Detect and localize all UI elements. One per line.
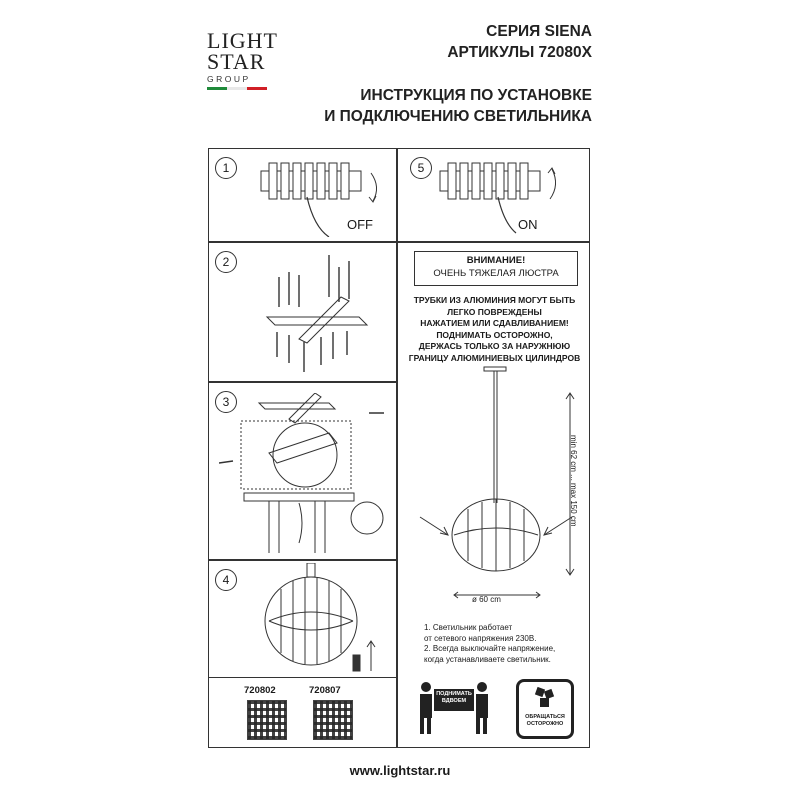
step-1-panel (208, 148, 397, 242)
step-number: 5 (410, 157, 432, 179)
warning-line: ТРУБКИ ИЗ АЛЮМИНИЯ МОГУТ БЫТЬ (413, 295, 576, 305)
warning-line: ЛЕГКО ПОВРЕЖДЕНЫ (447, 306, 542, 317)
product-code: 720807 (309, 685, 341, 696)
chandelier-ball-icon (259, 563, 389, 675)
warning-line: ГРАНИЦУ АЛЮМИНИЕВЫХ ЦИЛИНДРОВ (408, 352, 581, 363)
title-line-2: И ПОДКЛЮЧЕНИЮ СВЕТИЛЬНИКА (324, 108, 592, 125)
step-4-panel (208, 560, 397, 678)
article-numbers: АРТИКУЛЫ 72080Х (447, 44, 592, 61)
step-number: 2 (215, 251, 237, 273)
care-label: ОСТОРОЖНО (526, 721, 564, 727)
chandelier-diagram (398, 363, 591, 603)
step-number: 1 (215, 157, 237, 179)
note-line: от сетевого напряжения 230В. (424, 633, 537, 643)
step-number: 3 (215, 391, 237, 413)
title-line-1: ИНСТРУКЦИЯ ПО УСТАНОВКЕ (360, 87, 592, 104)
italian-flag-icon (207, 87, 267, 90)
qr-code-icon[interactable] (313, 700, 353, 740)
note-line: 1. Светильник работает (424, 623, 513, 632)
codes-panel (208, 678, 397, 748)
product-code: 720802 (244, 685, 276, 696)
wiring-diagram (219, 393, 394, 558)
power-state-label: OFF (347, 217, 373, 232)
warning-line: ПОДНИМАТЬ ОСТОРОЖНО, (436, 329, 553, 340)
note-line: когда устанавливаете светильник. (424, 654, 551, 664)
power-state-label: ON (518, 217, 538, 232)
warning-title: ВНИМАНИЕ! (466, 255, 526, 266)
mounting-bracket-diagram (249, 247, 389, 379)
warning-subtitle: ОЧЕНЬ ТЯЖЕЛАЯ ЛЮСТРА (433, 268, 559, 279)
step-number: 4 (215, 569, 237, 591)
handle-with-care-icon (516, 679, 574, 739)
warning-line: НАЖАТИЕМ ИЛИ СДАВЛИВАНИЕМ! (420, 318, 569, 328)
website-link[interactable]: www.lightstar.ru (349, 763, 451, 778)
warning-line: ДЕРЖАСЬ ТОЛЬКО ЗА НАРУЖНЮЮ (418, 341, 571, 351)
breaker-switch-icon (438, 157, 578, 237)
warning-panel (397, 242, 590, 748)
header-series-block (447, 21, 592, 63)
notes (424, 623, 555, 665)
step-3-panel (208, 382, 397, 560)
warning-box (414, 251, 578, 286)
logo-line-2: STAR (207, 49, 266, 74)
diameter-dimension: ø 60 cm (472, 595, 501, 604)
logo-line-3: GROUP (207, 74, 251, 84)
series-name: СЕРИЯ SIENA (486, 23, 592, 40)
step-5-panel (397, 148, 590, 242)
height-dimension: min 62 cm ... max 150 cm (569, 435, 578, 527)
note-line: 2. Всегда выключайте напряжение, (424, 644, 556, 653)
lift-together-icon (412, 679, 496, 737)
brand-logo (207, 28, 278, 90)
qr-code-icon[interactable] (247, 700, 287, 740)
logo-line-1: LIGHT (207, 28, 278, 53)
lift-label: ПОДНИМАТЬ (436, 691, 472, 697)
lift-label: ВДВОЕМ (441, 698, 467, 704)
step-2-panel (208, 242, 397, 382)
warning-text (398, 295, 591, 364)
header-title-block (324, 85, 592, 127)
care-label: ОБРАЩАТЬСЯ (525, 714, 565, 720)
